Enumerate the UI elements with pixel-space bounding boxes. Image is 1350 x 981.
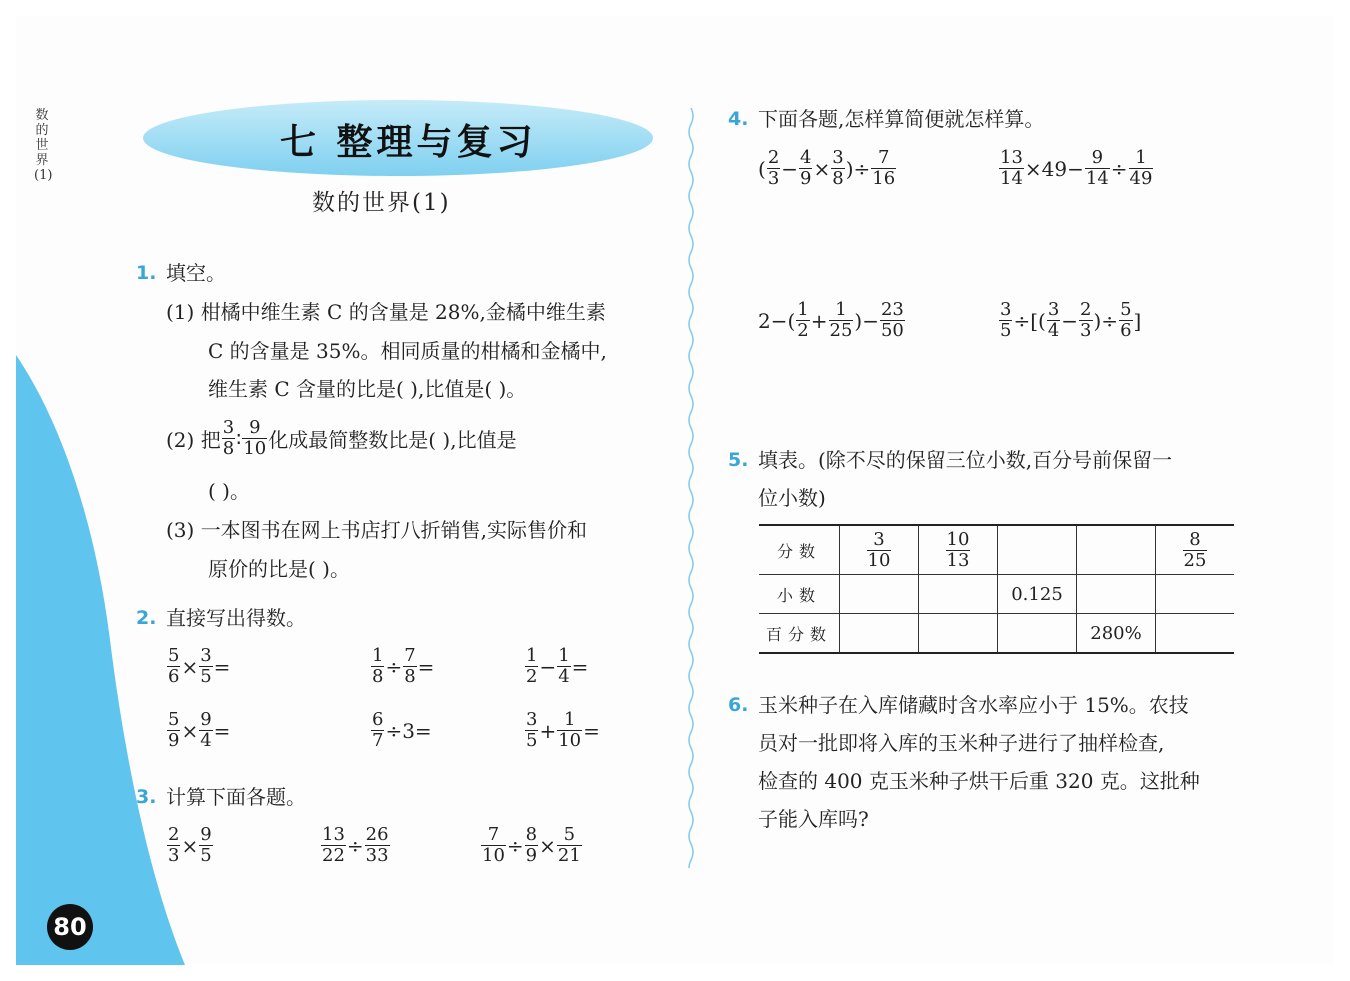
row-label-decimal: 小数: [759, 575, 840, 614]
q2-item-6: $\frac{3}{5}$ + $\frac{1}{10}$ =: [526, 709, 600, 751]
page-number: 80: [47, 904, 93, 950]
table-row: [759, 575, 1234, 614]
blank-cell[interactable]: [1156, 614, 1235, 654]
q1-part3-line1: (3) 一本图书在网上书店打八折销售,实际售价和: [166, 518, 588, 542]
column-divider: [686, 108, 696, 868]
fraction: $\frac{3}{8}$: [222, 417, 235, 459]
q1-part2-tail: 化成最简整数比是( ),比值是: [268, 428, 517, 452]
table-row: 分数 $\frac{3}{10}$ $\frac{10}{13}$ $\frac{8}{25}$: [759, 525, 1234, 575]
ratio-colon: ∶: [236, 426, 242, 451]
blank-cell[interactable]: [1077, 525, 1156, 575]
q3-expr-2: $\frac{13}{22}$ ÷ $\frac{26}{33}$: [322, 824, 389, 866]
q4-expr-2: $\frac{13}{14}$ ×49− $\frac{9}{14}$ ÷ $\frac{1}{49}$: [1000, 147, 1153, 189]
q2-item-1: $\frac{5}{6}$ × $\frac{3}{5}$ =: [168, 645, 231, 687]
side-title: 数的世界(1): [34, 108, 53, 183]
q6-line1: 玉米种子在入库储藏时含水率应小于 15%。农技: [758, 693, 1189, 717]
q2-item-2: $\frac{1}{8}$ ÷ $\frac{7}{8}$ =: [372, 645, 435, 687]
q1-part1-line1: (1) 柑橘中维生素 C 的含量是 28%,金橘中维生素: [166, 300, 606, 324]
q5-number: 5.: [728, 449, 749, 471]
q2-number: 2.: [136, 607, 157, 629]
q3-expr-3: $\frac{7}{10}$ ÷ $\frac{8}{9}$ × $\frac{5}{21}$: [482, 824, 581, 866]
chapter-title: 七 整理与复习: [280, 121, 537, 163]
q1-part1-line3: 维生素 C 含量的比是( ),比值是( )。: [208, 377, 527, 401]
q6-line3: 检查的 400 克玉米种子烘干后重 320 克。这批种: [758, 769, 1200, 793]
q6-line4: 子能入库吗?: [758, 807, 869, 831]
q6-line2: 员对一批即将入库的玉米种子进行了抽样检查,: [758, 731, 1165, 755]
q5-title-line1: 填表。(除不尽的保留三位小数,百分号前保留一: [758, 448, 1173, 472]
q1-part2-lead: (2) 把: [166, 428, 221, 452]
q1-part2-line1: [166, 418, 517, 459]
blank-cell[interactable]: [1077, 575, 1156, 614]
q1-part1-line2: C 的含量是 35%。相同质量的柑橘和金橘中,: [208, 339, 607, 363]
q4-expr-3: 2−( $\frac{1}{2}$ + $\frac{1}{25}$ )− $\frac{23}{50}$: [758, 299, 904, 341]
row-label-percent: 百分数: [759, 614, 840, 654]
q6-number: 6.: [728, 694, 749, 716]
q4-title: 下面各题,怎样算简便就怎样算。: [758, 107, 1045, 131]
blank-cell[interactable]: [840, 614, 919, 654]
blank-cell[interactable]: [840, 575, 919, 614]
q4-number: 4.: [728, 108, 749, 130]
q1-number: 1.: [136, 262, 157, 284]
table-row: [759, 614, 1234, 654]
q4-expr-4: $\frac{3}{5}$ ÷[( $\frac{3}{4}$ − $\frac{2}{3}$ )÷ $\frac{5}{6}$ ]: [1000, 299, 1142, 341]
section-title: 数的世界(1): [312, 190, 451, 216]
row-label-fraction: 分数: [759, 525, 840, 575]
q2-title: 直接写出得数。: [166, 606, 306, 630]
blank-cell[interactable]: [998, 614, 1077, 654]
fraction: $\frac{9}{10}$: [243, 417, 267, 459]
q3-title: 计算下面各题。: [166, 785, 306, 809]
blank-cell[interactable]: [919, 614, 998, 654]
conversion-table: [759, 524, 1234, 654]
q2-item-5: $\frac{6}{7}$ ÷3=: [372, 709, 432, 751]
percent-value: 280%: [1077, 614, 1156, 654]
q3-expr-1: $\frac{2}{3}$ × $\frac{9}{5}$: [168, 824, 212, 866]
q1-title: 填空。: [166, 261, 226, 285]
decimal-value: 0.125: [998, 575, 1077, 614]
blank-cell[interactable]: [998, 525, 1077, 575]
blank-cell[interactable]: [919, 575, 998, 614]
q3-number: 3.: [136, 786, 157, 808]
q2-item-3: $\frac{1}{2}$ − $\frac{1}{4}$ =: [526, 645, 589, 687]
q1-part3-line2: 原价的比是( )。: [208, 557, 350, 581]
q1-part2-line2: ( )。: [208, 479, 250, 503]
blank-cell[interactable]: [1156, 575, 1235, 614]
q2-item-4: $\frac{5}{9}$ × $\frac{9}{4}$ =: [168, 709, 231, 751]
q4-expr-1: ( $\frac{2}{3}$ − $\frac{4}{9}$ × $\frac{3}{8}$ )÷ $\frac{7}{16}$: [758, 147, 896, 189]
q5-title-line2: 位小数): [758, 486, 826, 510]
